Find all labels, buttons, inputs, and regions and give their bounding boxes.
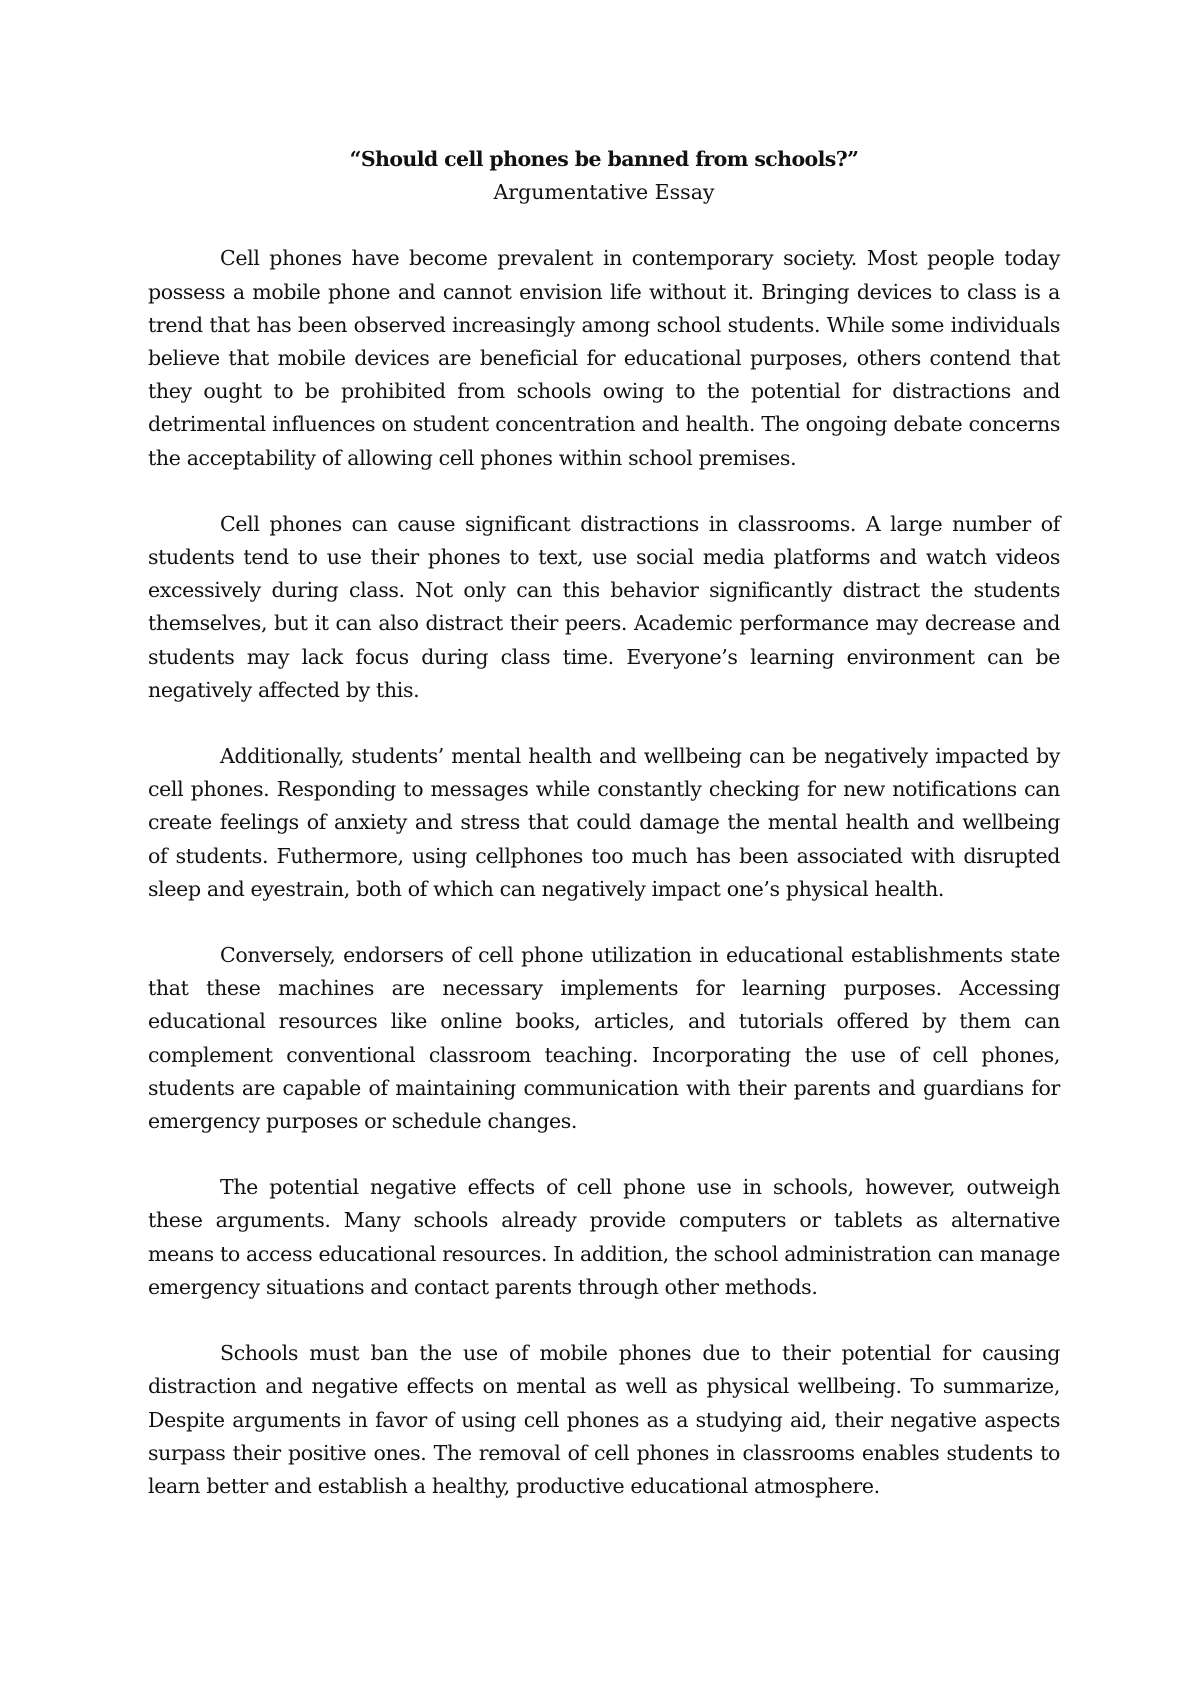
paragraph-1: Cell phones have become prevalent in contemporary society. Most people today possess a mobile phone and cannot envision life without it. Bringing devices to class is a trend that has been observed increasingly among school students. While some individuals believe that mobile devices are beneficial for educational purposes, others contend that they ought to be prohibited from schools owing to the potential for distractions and detrimental influences on student concentration and health. The ongoing debate concerns the acceptability of allowing cell phones within school premises. bbox=[148, 246, 1060, 470]
essay-title: “Should cell phones be banned from schools?” bbox=[349, 147, 859, 171]
paragraph-2: Cell phones can cause significant distractions in classrooms. A large number of students tend to use their phones to text, use social media platforms and watch videos excessively during class. Not only can this behavior significantly distract the students themselves, but it can also distract their peers. Academic performance may decrease and students may lack focus during class time. Everyone’s learning environment can be negatively affected by this. bbox=[148, 511, 1060, 702]
paragraph-6: Schools must ban the use of mobile phones due to their potential for causing distraction and negative effects on mental as well as physical wellbeing. To summarize, Despite arguments in favor of using cell phones as a studying aid, their negative aspects surpass their positive ones. The removal of cell phones in classrooms enables students to learn better and establish a healthy, productive educational atmosphere. bbox=[148, 1341, 1060, 1498]
paragraph-5: The potential negative effects of cell phone use in schools, however, outweigh these arguments. Many schools already provide computers or tablets as alternative means to access educational resources. In addition, the school administration can manage emergency situations and contact parents through other methods. bbox=[148, 1175, 1060, 1299]
essay-subtitle: Argumentative Essay bbox=[493, 180, 715, 205]
paragraph-4: Conversely, endorsers of cell phone utilization in educational establishments state that these machines are necessary implements for learning purposes. Accessing educational resources like online books, articles, and tutorials offered by them can complement conventional classroom teaching. Incorporating the use of cell phones, students are capable of maintaining communication with their parents and guardians for emergency purposes or schedule changes. bbox=[148, 943, 1060, 1134]
paragraph-3: Additionally, students’ mental health and wellbeing can be negatively impacted by cell phones. Responding to messages while constantly checking for new notifications can create feelings of anxiety and stress that could damage the mental health and wellbeing of students. Futhermore, using cellphones too much has been associated with disrupted sleep and eyestrain, both of which can negatively impact one’s physical health. bbox=[148, 744, 1060, 901]
essay-body bbox=[148, 143, 1060, 1536]
